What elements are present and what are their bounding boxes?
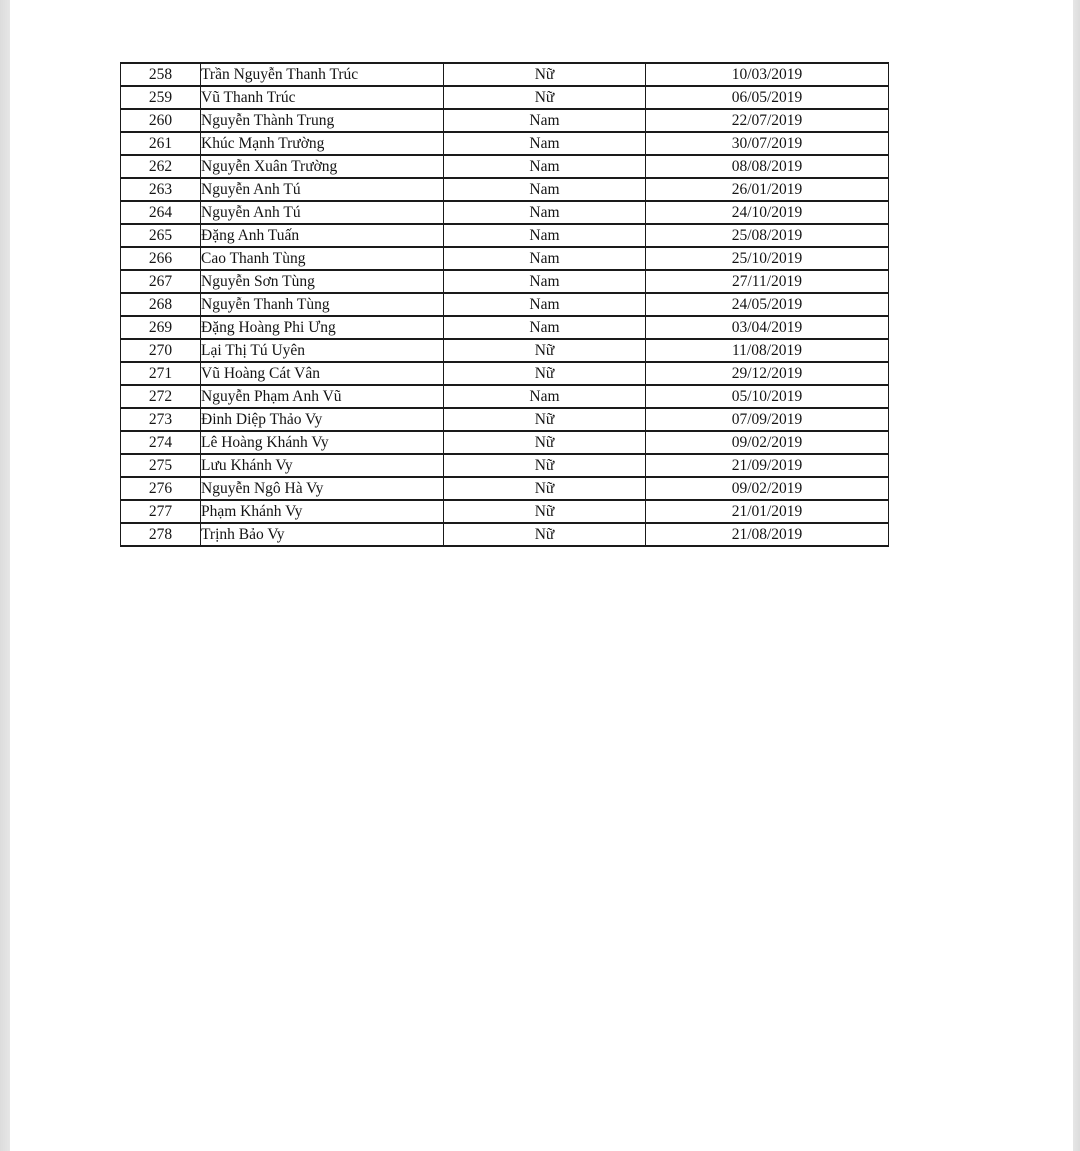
cell-gender: Nữ: [444, 500, 646, 523]
cell-gender: Nam: [444, 178, 646, 201]
cell-name: Đinh Diệp Thảo Vy: [201, 408, 444, 431]
cell-name: Nguyễn Anh Tú: [201, 178, 444, 201]
cell-dob: 27/11/2019: [646, 270, 889, 293]
cell-gender: Nam: [444, 201, 646, 224]
cell-name: Đặng Anh Tuấn: [201, 224, 444, 247]
table-row: [121, 132, 889, 155]
cell-dob: 07/09/2019: [646, 408, 889, 431]
cell-index: 271: [121, 362, 201, 385]
cell-dob: 11/08/2019: [646, 339, 889, 362]
table-row: [121, 408, 889, 431]
cell-dob: 06/05/2019: [646, 86, 889, 109]
table-row: [121, 316, 889, 339]
roster-table-body: [121, 63, 889, 546]
cell-gender: Nữ: [444, 408, 646, 431]
cell-name: Trịnh Bảo Vy: [201, 523, 444, 546]
cell-dob: 09/02/2019: [646, 431, 889, 454]
cell-gender: Nữ: [444, 86, 646, 109]
table-row: [121, 454, 889, 477]
table-row: [121, 224, 889, 247]
cell-gender: Nữ: [444, 477, 646, 500]
cell-dob: 03/04/2019: [646, 316, 889, 339]
cell-dob: 29/12/2019: [646, 362, 889, 385]
table-row: [121, 109, 889, 132]
table-row: [121, 385, 889, 408]
cell-gender: Nam: [444, 132, 646, 155]
cell-name: Vũ Hoàng Cát Vân: [201, 362, 444, 385]
cell-index: 265: [121, 224, 201, 247]
table-row: [121, 500, 889, 523]
table-row: [121, 270, 889, 293]
cell-index: 277: [121, 500, 201, 523]
cell-name: Nguyễn Sơn Tùng: [201, 270, 444, 293]
cell-index: 259: [121, 86, 201, 109]
cell-dob: 05/10/2019: [646, 385, 889, 408]
cell-gender: Nam: [444, 224, 646, 247]
cell-gender: Nữ: [444, 523, 646, 546]
cell-name: Trần Nguyễn Thanh Trúc: [201, 63, 444, 86]
table-row: [121, 339, 889, 362]
table-row: [121, 155, 889, 178]
cell-name: Nguyễn Phạm Anh Vũ: [201, 385, 444, 408]
cell-gender: Nam: [444, 385, 646, 408]
cell-name: Lê Hoàng Khánh Vy: [201, 431, 444, 454]
cell-dob: 26/01/2019: [646, 178, 889, 201]
cell-name: Nguyễn Xuân Trường: [201, 155, 444, 178]
roster-table: [120, 62, 889, 547]
cell-name: Phạm Khánh Vy: [201, 500, 444, 523]
cell-index: 272: [121, 385, 201, 408]
cell-index: 266: [121, 247, 201, 270]
cell-gender: Nam: [444, 316, 646, 339]
cell-name: Nguyễn Ngô Hà Vy: [201, 477, 444, 500]
cell-dob: 09/02/2019: [646, 477, 889, 500]
table-row: [121, 431, 889, 454]
cell-name: Lại Thị Tú Uyên: [201, 339, 444, 362]
cell-dob: 10/03/2019: [646, 63, 889, 86]
cell-dob: 25/10/2019: [646, 247, 889, 270]
table-row: [121, 362, 889, 385]
cell-dob: 24/10/2019: [646, 201, 889, 224]
cell-dob: 08/08/2019: [646, 155, 889, 178]
cell-gender: Nữ: [444, 431, 646, 454]
cell-index: 261: [121, 132, 201, 155]
cell-name: Nguyễn Anh Tú: [201, 201, 444, 224]
cell-dob: 21/09/2019: [646, 454, 889, 477]
table-row: [121, 201, 889, 224]
table-row: [121, 63, 889, 86]
cell-gender: Nam: [444, 270, 646, 293]
cell-name: Khúc Mạnh Trường: [201, 132, 444, 155]
table-row: [121, 477, 889, 500]
cell-index: 276: [121, 477, 201, 500]
cell-index: 273: [121, 408, 201, 431]
cell-gender: Nữ: [444, 362, 646, 385]
cell-index: 274: [121, 431, 201, 454]
cell-index: 278: [121, 523, 201, 546]
cell-name: Đặng Hoàng Phi Ưng: [201, 316, 444, 339]
table-row: [121, 523, 889, 546]
cell-index: 268: [121, 293, 201, 316]
cell-name: Lưu Khánh Vy: [201, 454, 444, 477]
cell-name: Nguyễn Thành Trung: [201, 109, 444, 132]
cell-gender: Nam: [444, 155, 646, 178]
cell-index: 263: [121, 178, 201, 201]
cell-index: 260: [121, 109, 201, 132]
cell-gender: Nữ: [444, 63, 646, 86]
cell-index: 267: [121, 270, 201, 293]
table-row: [121, 86, 889, 109]
cell-dob: 24/05/2019: [646, 293, 889, 316]
cell-dob: 21/08/2019: [646, 523, 889, 546]
cell-dob: 25/08/2019: [646, 224, 889, 247]
cell-gender: Nam: [444, 109, 646, 132]
cell-gender: Nam: [444, 247, 646, 270]
cell-gender: Nữ: [444, 454, 646, 477]
document-page: [10, 0, 1073, 1151]
cell-gender: Nữ: [444, 339, 646, 362]
cell-index: 275: [121, 454, 201, 477]
table-row: [121, 247, 889, 270]
cell-gender: Nam: [444, 293, 646, 316]
table-row: [121, 293, 889, 316]
cell-dob: 21/01/2019: [646, 500, 889, 523]
cell-name: Nguyễn Thanh Tùng: [201, 293, 444, 316]
cell-dob: 22/07/2019: [646, 109, 889, 132]
cell-index: 269: [121, 316, 201, 339]
cell-name: Cao Thanh Tùng: [201, 247, 444, 270]
table-row: [121, 178, 889, 201]
cell-name: Vũ Thanh Trúc: [201, 86, 444, 109]
cell-index: 262: [121, 155, 201, 178]
cell-index: 270: [121, 339, 201, 362]
cell-dob: 30/07/2019: [646, 132, 889, 155]
page-edge-strip-right: [1072, 0, 1080, 1151]
cell-index: 264: [121, 201, 201, 224]
cell-index: 258: [121, 63, 201, 86]
